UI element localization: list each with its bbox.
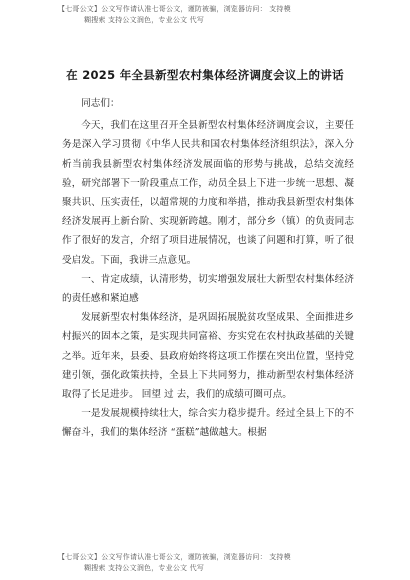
document-title: 在 2025 年全县新型农村集体经济调度会议上的讲话 [66,68,344,82]
paragraph-achievements: 发展新型农村集体经济，是巩固拓展脱贫攻坚成果、全面推进乡村振兴的固本之策，是实现共同富裕、夯实党在农村执政基础的关键之举。近年来，县委、县政府始终将这项工作摆在突出位置，坚持党建引领，强化政策扶持，全县上下共同努力，推动新型农村集体经济取得了长足进步。 回望 过 去，我们的成绩可圈可点。 [62,312,354,401]
header-watermark-banner [58,4,358,26]
header-banner-line-2: 糊搜索 支持公文润色，专业公文 代写 [84,16,205,24]
document-body [62,94,354,443]
section-heading-1: 一、肯定成绩，认清形势，切实增强发展壮大新型农村集体经济的责任感和紧迫感 [62,273,354,305]
header-banner-line-1: 【七哥公文】公文写作请认准七哥公文，谨防被骗，浏览器访问： 支持模 [58,5,291,13]
paragraph-point-1: 一是发展规模持续壮大，综合实力稳步提升。经过全县上下的不懈奋斗，我们的集体经济 “蛋糕”越做越大。根据 [62,408,354,439]
footer-banner-line-1: 【七哥公文】公文写作请认准七哥公文，谨防被骗，浏览器访问： 支持模 [58,553,291,561]
footer-banner-line-2: 糊搜索 支持公文润色，专业公文 代写 [84,564,205,572]
footer-watermark-banner [58,552,358,574]
paragraph-intro: 今天，我们在这里召开全县新型农村集体经济调度会议，主要任务是深入学习贯彻《中华人民共和国农村集体经济组织法》，深入分析当前我县新型农村集体经济发展面临的形势与挑战，总结交流经验，研究部署下一阶段重点工作，动员全县上下进一步统一思想、凝聚共识、压实责任，以超常规的力度和举措，推动我县新型农村集体经济发展再上新台阶、实现新跨越。刚才，部分乡（镇）的负责同志作了很好的发言，介绍了项目进展情况，也谈了问题和打算，听了很受启发。下面，我讲三点意见。 [62,120,354,266]
greeting: 同志们： [81,98,120,109]
